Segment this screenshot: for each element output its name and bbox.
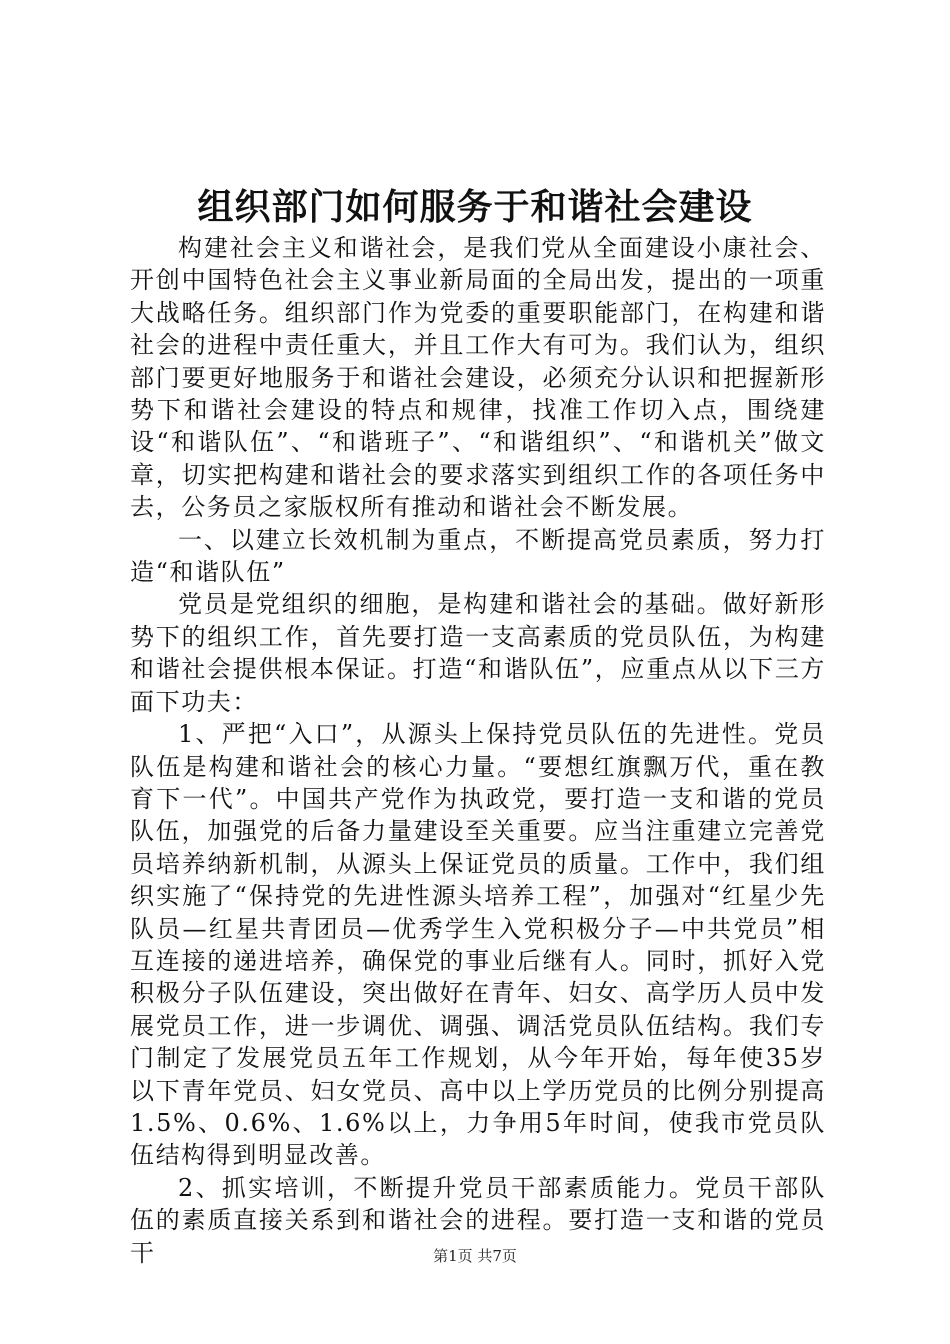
section-heading-1: 一、以建立长效机制为重点，不断提高党员素质，努力打造“和谐队伍” — [130, 525, 826, 587]
paragraph-section-1-intro: 党员是党组织的细胞，是构建和谐社会的基础。做好新形势下的组织工作，首先要打造一支高素质的党员队伍，为构建和谐社会提供根本保证。打造“和谐队伍”，应重点从以下三方面下功夫： — [130, 590, 826, 716]
paragraph-intro: 构建社会主义和谐社会，是我们党从全面建设小康社会、开创中国特色社会主义事业新局面的全局出发，提出的一项重大战略任务。组织部门作为党委的重要职能部门，在构建和谐社会的进程中责任重大，并且工作大有可为。我们认为，组织部门要更好地服务于和谐社会建设，必须充分认识和把握新形势下和谐社会建设的特点和规律，找准工作切入点，围绕建设“和谐队伍”、“和谐班子”、“和谐组织”、“和谐机关”做文章，切实把构建和谐社会的要求落实到组织工作的各项任务中去，公务员之家版权所有推动和谐社会不断发展。 — [130, 234, 826, 522]
paragraph-item-2: 2、抓实培训，不断提升党员干部素质能力。党员干部队伍的素质直接关系到和谐社会的进程。要打造一支和谐的党员干 — [130, 1173, 826, 1267]
page-number-footer: 第1页 共7页 — [433, 1247, 517, 1265]
paragraph-item-1: 1、严把“入口”，从源头上保持党员队伍的先进性。党员队伍是构建和谐社会的核心力量。“要想红旗飘万代，重在教育下一代”。中国共产党作为执政党，要打造一支和谐的党员队伍，加强党的后备力量建设至关重要。应当注重建立完善党员培养纳新机制，从源头上保证党员的质量。工作中，我们组织实施了“保持党的先进性源头培养工程”，加强对“红星少先队员—红星共青团员—优秀学生入党积极分子—中共党员”相互连接的递进培养，确保党的事业后继有人。同时，抓好入党积极分子队伍建设，突出做好在青年、妇女、高学历人员中发展党员工作，进一步调优、调强、调活党员队伍结构。我们专门制定了发展党员五年工作规划，从今年开始，每年使35岁以下青年党员、妇女党员、高中以上学历党员的比例分别提高1.5%、0.6%、1.6%以上，力争用5年时间，使我市党员队伍结构得到明显改善。 — [130, 720, 826, 1170]
document-body — [130, 232, 826, 1269]
document-title: 组织部门如何服务于和谐社会建设 — [197, 187, 753, 228]
